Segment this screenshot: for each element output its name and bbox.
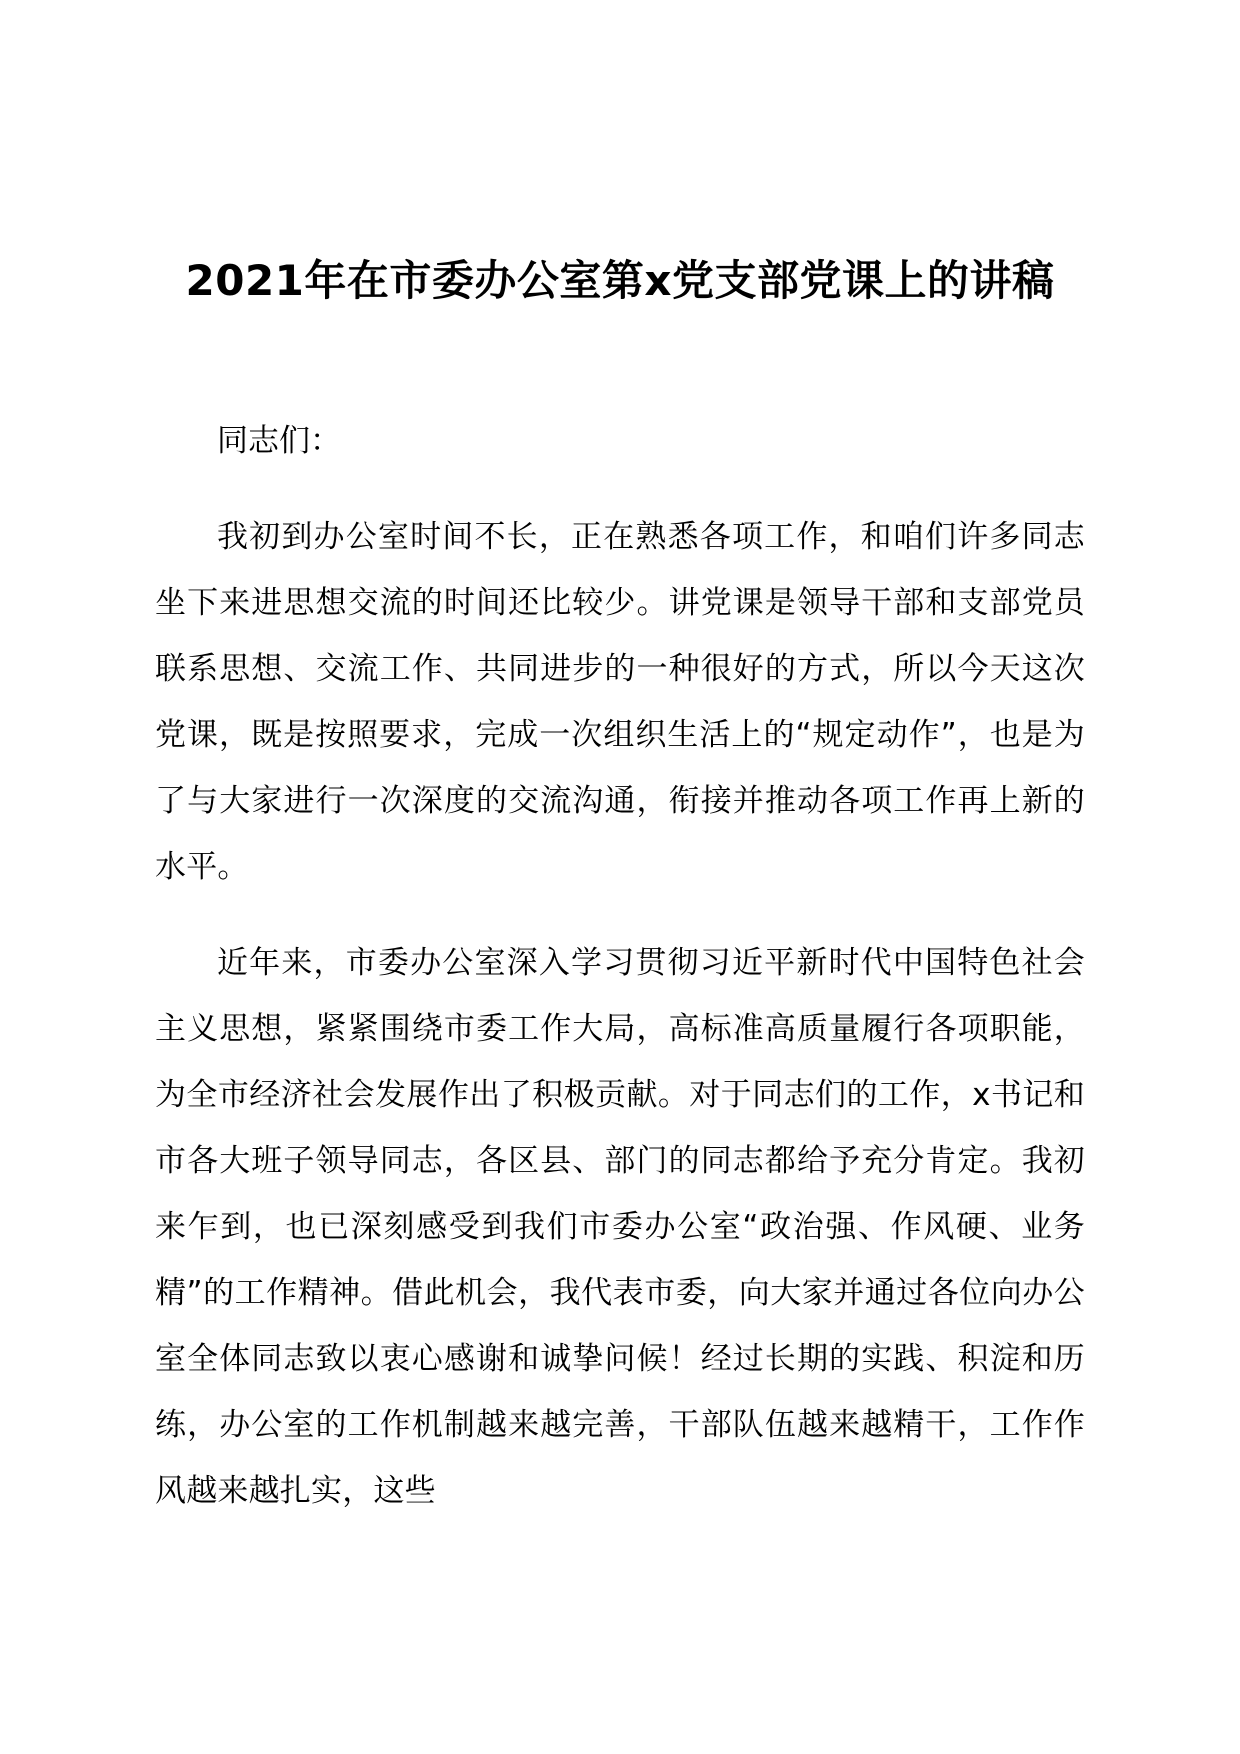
paragraph-1: 我初到办公室时间不长，正在熟悉各项工作，和咱们许多同志坐下来进思想交流的时间还比较少。讲党课是领导干部和支部党员联系思想、交流工作、共同进步的一种很好的方式，所以今天这次党课，既是按照要求，完成一次组织生活上的“规定动作”，也是为了与大家进行一次深度的交流沟通，衔接并推动各项工作再上新的水平。	[155, 519, 1085, 885]
document-body	[155, 408, 1085, 1554]
paragraph-2: 近年来，市委办公室深入学习贯彻习近平新时代中国特色社会主义思想，紧紧围绕市委工作大局，高标准高质量履行各项职能，为全市经济社会发展作出了积极贡献。对于同志们的工作，x书记和市各大班子领导同志，各区县、部门的同志都给予充分肯定。我初来乍到，也已深刻感受到我们市委办公室“政治强、作风硬、业务精”的工作精神。借此机会，我代表市委，向大家并通过各位向办公室全体同志致以衷心感谢和诚挚问候！经过长期的实践、积淀和历练，办公室的工作机制越来越完善，干部队伍越来越精干，工作作风越来越扎实，这些	[155, 945, 1085, 1509]
document-title: 2021年在市委办公室第x党支部党课上的讲稿	[185, 256, 1055, 305]
salutation: 同志们：	[217, 423, 341, 459]
